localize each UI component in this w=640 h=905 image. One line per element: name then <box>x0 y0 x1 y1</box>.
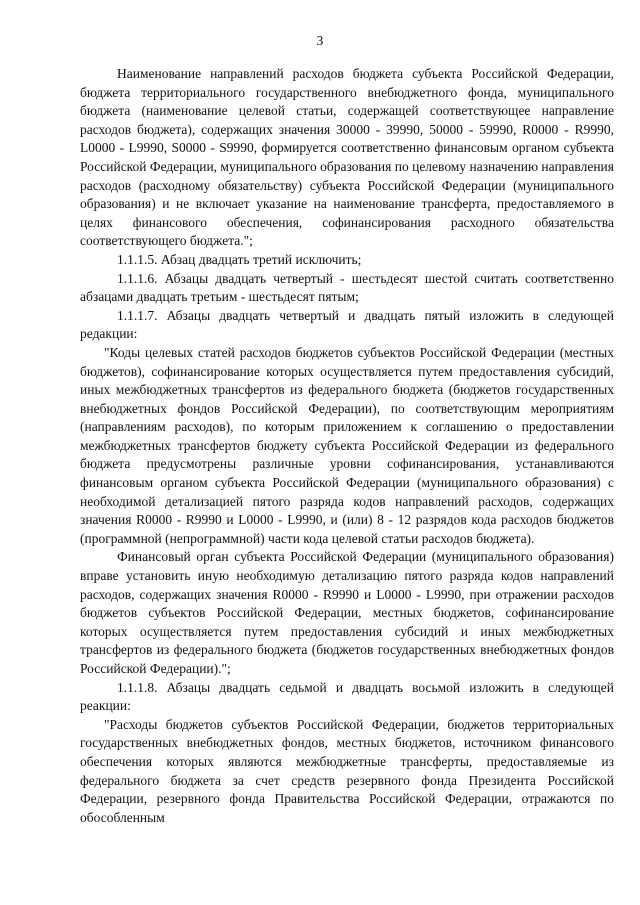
paragraph-1-1-1-6: 1.1.1.6. Абзацы двадцать четвертый - шестьдесят шестой считать соответственно абзацами двадцать третьим - шестьдесят пятым; <box>80 270 614 305</box>
paragraph-1-1-1-8: 1.1.1.8. Абзацы двадцать седьмой и двадцать восьмой изложить в следующей реакции: <box>80 679 614 714</box>
paragraph-naming-rules: Наименование направлений расходов бюджета субъекта Российской Федерации, бюджета территориального государственного внебюджетного фонда, муниципального бюджета (наименование целевой статьи, содержащей соответствующее направление расходов бюджета), содержащих значения 30000 - 39990, 50000 - 59990, R0000 - R9990, L0000 - L9990, S0000 - S9990, формируется соответственно финансовым органом субъекта Российской Федерации, муниципального образования по целевому назначению направления расходов (расходному обязательству) субъекта Российской Федерации (муниципального образования) и не включает указание на наименование трансферта, предоставляемого в целях финансового обеспечения, софинансирования расходного обязательства соответствующего бюджета."; <box>80 66 614 249</box>
paragraph-quoted-target-codes: "Коды целевых статей расходов бюджетов субъектов Российской Федерации (местных бюджетов), софинансирование которых осуществляется путем предоставления субсидий, иных межбюджетных трансфертов из федерального бюджета (бюджетов государственных внебюджетных фондов Российской Федерации), по соответствующим мероприятиям (направлениям расходов), по которым приложением к соглашению о предоставлении межбюджетных трансфертов бюджету субъекта Российской Федерации из федерального бюджета предусмотрены различные уровни софинансирования, устанавливаются финансовым органом субъекта Российской Федерации (муниципального образования) с необходимой детализацией пятого разряда кодов направлений расходов, содержащих значения R0000 - R9990 и L0000 - L9990, и (или) 8 - 12 разрядов кода расходов бюджетов (программной (непрограммной) части кода целевой статьи расходов бюджета). <box>80 344 614 546</box>
paragraph-financial-body-detail: Финансовый орган субъекта Российской Федерации (муниципального образования) вправе установить иную необходимую детализацию пятого разряда кодов направлений расходов, содержащих значения R0000 - R9990 и L0000 - L9990, при отражении расходов бюджетов субъектов Российской Федерации, местных бюджетов, софинансирование которых осуществляется путем предоставления субсидий и иных межбюджетных трансфертов из федерального бюджета (бюджетов государственных внебюджетных фондов Российской Федерации)."; <box>80 549 614 676</box>
paragraph-1-1-1-5: 1.1.1.5. Абзац двадцать третий исключить; <box>117 251 362 267</box>
paragraph-quoted-reserve-funds: "Расходы бюджетов субъектов Российской Федерации, бюджетов территориальных государственных внебюджетных фондов, местных бюджетов, источником финансового обеспечения которых являются межбюджетные трансферты, предоставляемые из федерального бюджета за счет средств резервного фонда Президента Российской Федерации, резервного фонда Правительства Российской Федерации, отражаются по обособленным <box>80 716 614 825</box>
page-number: 3 <box>316 33 324 48</box>
paragraph-1-1-1-7: 1.1.1.7. Абзацы двадцать четвертый и двадцать пятый изложить в следующей редакции: <box>80 307 614 342</box>
document-body <box>80 65 614 827</box>
